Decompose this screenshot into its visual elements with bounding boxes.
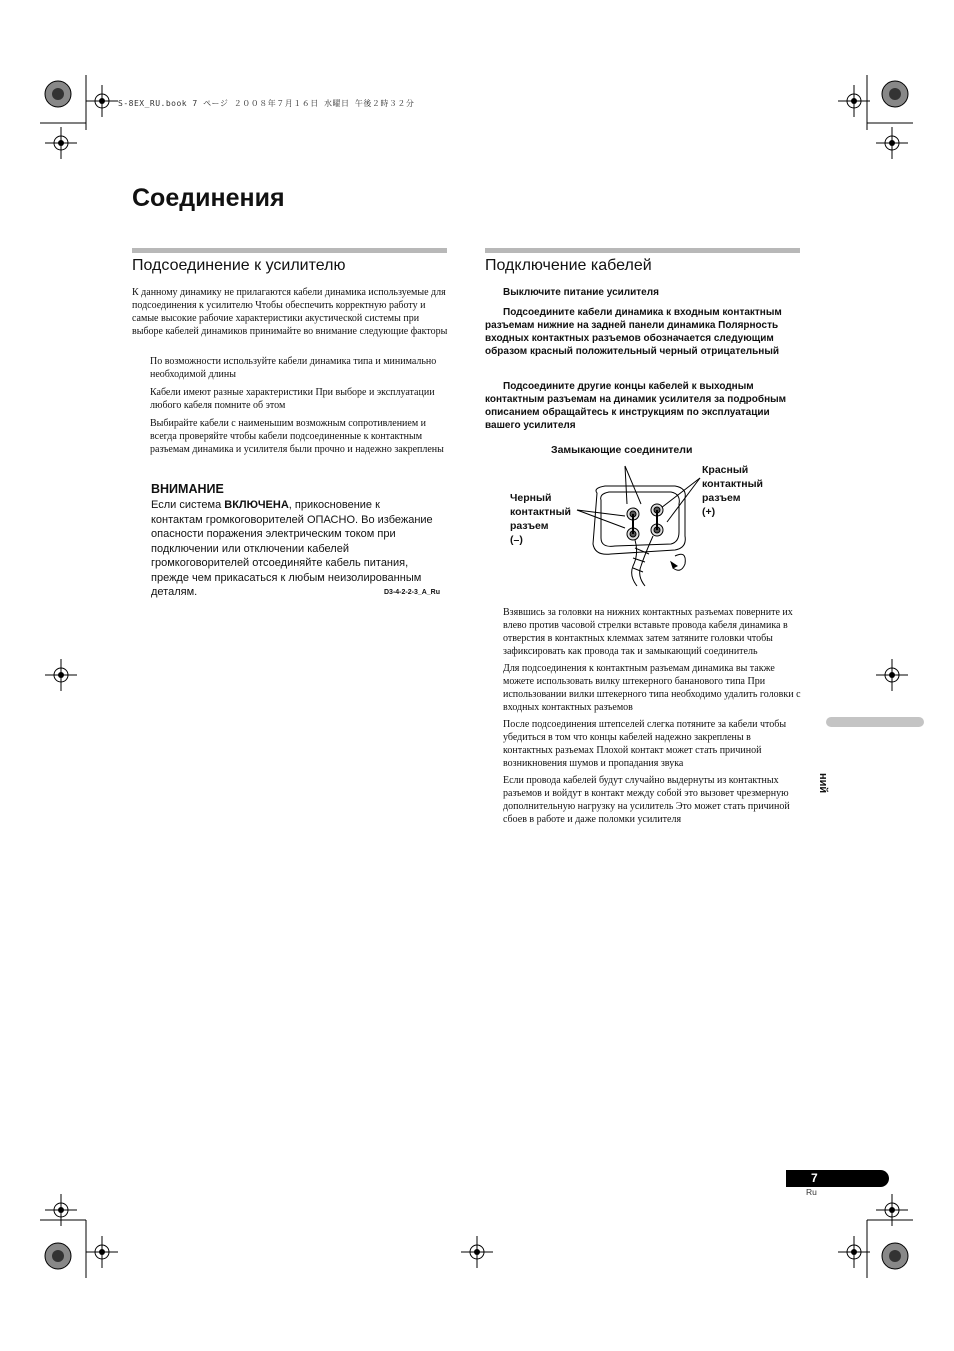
print-header: S-8EX_RU.book 7 ページ ２００８年７月１６日 水曜日 午後２時３２分 (118, 99, 415, 108)
step-text: Подсоедините другие концы кабелей к выходным контактным разъемам на динамик усилителя за подробным описанием обращайтесь к инструкциям по эксплуатации вашего усилителя (485, 381, 787, 431)
step-text: Выключите питание усилителя (503, 287, 659, 298)
warning-text-pre: Если система (151, 499, 225, 511)
list-item: Выбирайте кабели с наименьшим возможным сопротивлением и всегда проверяйте чтобы кабели подсоединенные к контактным разъемам динамика и усилителя были прочно и надежно закреплены (150, 418, 444, 455)
diagram-label-red-terminal: Красный контактный разъем (+) (702, 464, 764, 518)
page-language: Ru (806, 1187, 817, 1197)
registration-target-icon (45, 127, 77, 159)
registration-target-icon (876, 1194, 908, 1226)
page-number-badge (786, 1170, 889, 1187)
section-rule (132, 248, 447, 253)
step-3 (485, 380, 795, 432)
section-rule (485, 248, 800, 253)
registration-target-icon (45, 659, 77, 691)
warning-text (151, 498, 433, 600)
intro-paragraph (132, 286, 450, 342)
registration-target-icon (838, 85, 870, 117)
registration-target-icon (461, 1236, 493, 1268)
color-registration-disc-icon (44, 80, 72, 108)
warning-block (151, 482, 447, 600)
warning-title: ВНИМАНИЕ (151, 482, 224, 496)
step-1 (503, 286, 793, 299)
step-text: Подсоедините кабели динамика к входным контактным разъемам нижние на задней панели динамика Полярность входных контактных разъемов обозначается следующим образом красный положительный черный отрицательный (485, 307, 782, 357)
warning-text-bold: ВКЛЮЧЕНА (224, 499, 289, 511)
section-heading-cables: Подключение кабелей (485, 257, 652, 274)
registration-target-icon (45, 1194, 77, 1226)
registration-target-icon (838, 1236, 870, 1268)
intro-text: К данному динамику не прилагаются кабели динамика используемые для подсоединения к усилителю Чтобы обеспечить корректную работу и самые высокие рабочие характеристики акустической системы при выборе кабелей динамиков принимайте во внимание следующие факторы (132, 287, 448, 337)
list-item: Кабели имеют разные характеристики При выборе и эксплуатации любого кабеля помните об этом (150, 387, 435, 411)
color-registration-disc-icon (881, 80, 909, 108)
note-paragraph: После подсоединения штепселей слегка потяните за кабели чтобы убедиться в том что концы кабелей надежно закреплены в контактных разъемах Плохой контакт может стать причиной возникновения шумов и пропадания звука (503, 719, 787, 769)
registration-target-icon (876, 127, 908, 159)
registration-target-icon (86, 85, 118, 117)
page-number: 7 (811, 1171, 818, 1185)
warning-code: D3-4-2-2-3_A_Ru (384, 589, 441, 596)
note-paragraph: Взявшись за головки на нижних контактных разъемах поверните их влево против часовой стрелки вставьте провода кабеля динамика в отверстия в контактных клеммах затем затяните головки чтобы зафиксировать как провода так и замыкающий соединитель (503, 607, 793, 657)
color-registration-disc-icon (44, 1242, 72, 1270)
warning-text-post: , прикосновение к контактам громкоговорителей ОПАСНО. Во избежание опасности поражения электрическим током при подключении или отключении кабелей громкоговорителей отсоединяйте кабель питания, прежде чем прикасаться к любым неизолированным деталям. (151, 499, 433, 598)
color-registration-disc-icon (881, 1242, 909, 1270)
page-title: Соединения (132, 184, 285, 212)
registration-target-icon (86, 1236, 118, 1268)
speaker-terminal-diagram (575, 458, 705, 588)
registration-target-icon (876, 659, 908, 691)
list-item: По возможности используйте кабели динамика типа и минимально необходимой длины (150, 356, 437, 380)
step-2 (485, 306, 795, 358)
chapter-tab (826, 717, 924, 727)
diagram-label-black-terminal: Черный контактный разъем (–) (510, 492, 572, 546)
section-heading-amplifier: Подсоединение к усилителю (132, 257, 346, 274)
note-paragraph: Для подсоединения к контактным разъемам динамика вы также можете использовать вилку штекерного бананового типа При использовании вилки штекерного типа необходимо удалить головки с входных контактных разъемов (503, 663, 801, 713)
connection-notes (503, 606, 801, 830)
diagram-label-jumpers: Замыкающие соединители (551, 444, 693, 456)
note-paragraph: Если провода кабелей будут случайно выдернуты из контактных разъемов и войдут в контакт между собой это вызовет чрезмерную дополнительную нагрузку на усилитель Это может стать причиной сбоев в работе и даже поломки усилителя (503, 775, 790, 825)
factor-list (150, 355, 445, 460)
side-tab-text: ний (817, 773, 829, 794)
